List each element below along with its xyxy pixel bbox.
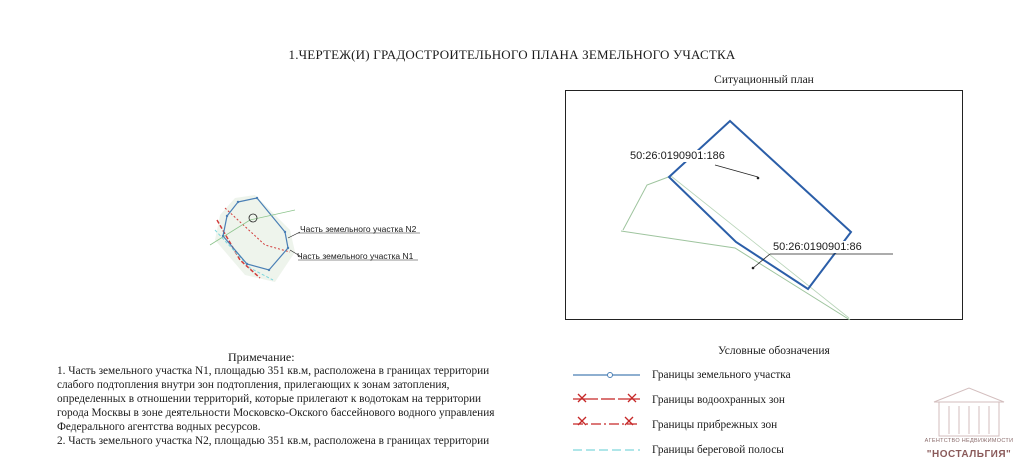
neighbor-boundary-upper: [623, 176, 671, 230]
watermark-text: [919, 438, 1019, 462]
page-title: 1.ЧЕРТЕЖ(И) ГРАДОСТРОИТЕЛЬНОГО ПЛАНА ЗЕМЕЛЬНОГО УЧАСТКА: [288, 47, 736, 62]
leader-dot-2: [752, 267, 755, 270]
leader-dot-1: [757, 177, 760, 180]
part-2-label: Часть земельного участка N2: [300, 224, 417, 234]
note-line: города Москвы в зоне деятельности Московско-Окского бассейнового водного управления: [57, 407, 495, 419]
cadastral-number-186: 50:26:0190901:186: [630, 150, 725, 162]
legend-label-land: Границы земельного участка: [652, 369, 791, 381]
note-line: определенных в отношении территорий, которые прилегают к водотокам на территории: [57, 393, 482, 405]
legend-symbol-land: [573, 373, 640, 378]
legend-label-shore: Границы береговой полосы: [652, 444, 784, 456]
land-plot-drawing: [205, 190, 300, 290]
situation-plan-title: Ситуационный план: [714, 74, 814, 86]
note-line: 1. Часть земельного участка N1, площадью 351 кв.м, расположена в границах территории: [57, 365, 490, 377]
situation-plan-map: [565, 90, 963, 320]
legend-label-coastal: Границы прибрежных зон: [652, 419, 778, 431]
part-1-label: Часть земельного участка N1: [297, 251, 414, 261]
legend-symbols: [570, 362, 645, 457]
note-heading: Примечание:: [228, 350, 295, 364]
watermark-agency: АГЕНТСТВО НЕДВИЖИМОСТИ: [924, 438, 1014, 444]
legend-label-water: Границы водоохранных зон: [652, 394, 785, 406]
watermark-brand: "НОСТАЛЬГИЯ": [926, 449, 1012, 460]
note-line: 2. Часть земельного участка N2, площадью 351 кв.м, расположена в границах территории: [57, 435, 490, 447]
cadastral-number-86: 50:26:0190901:86: [773, 241, 862, 253]
legend-symbol-coastal: [573, 417, 640, 425]
leader-line-1: [715, 165, 758, 177]
note-line: слабого подтопления внутри зон подтопления, прилегающих к зонам затопления,: [57, 379, 450, 391]
legend-symbol-water: [573, 394, 640, 402]
legend-heading: Условные обозначения: [718, 345, 830, 357]
note-text: [57, 364, 527, 448]
note-line: Федерального агентства водных ресурсов.: [57, 421, 261, 433]
